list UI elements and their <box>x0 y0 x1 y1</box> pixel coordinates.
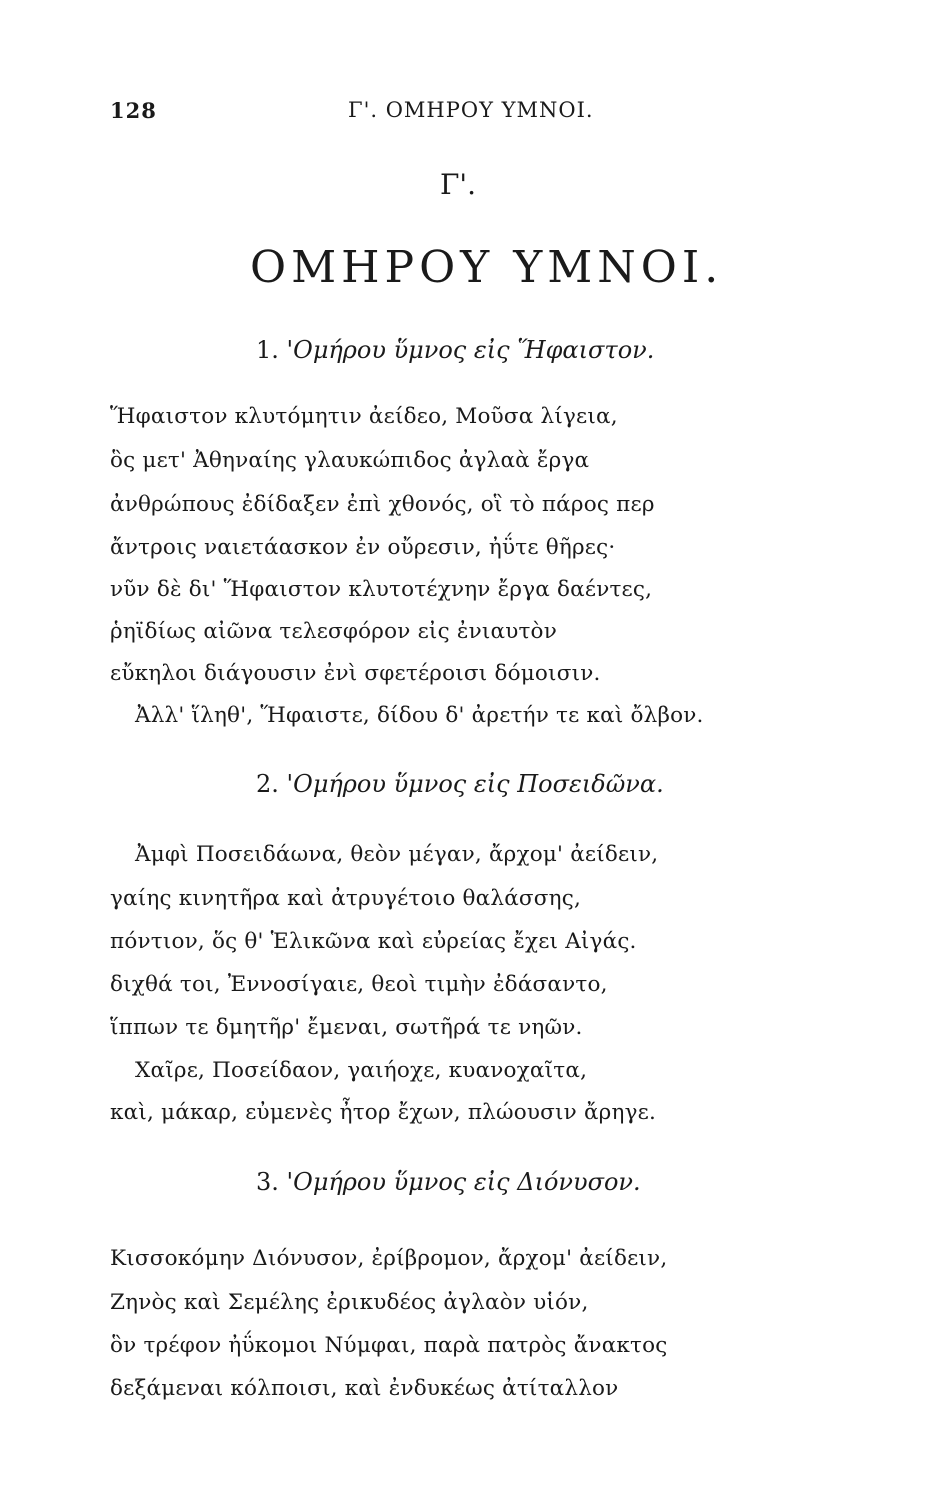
verse-line: διχθά τοι, Ἐννοσίγαιε, θεοὶ τιμὴν ἐδάσαντο, <box>110 972 608 997</box>
hymn-number: 3. <box>256 1168 279 1196</box>
verse-line: ὃν τρέφον ἠΰκομοι Νύμφαι, παρὰ πατρὸς ἄνακτος <box>110 1333 668 1358</box>
verse-line: πόντιον, ὅς θ' Ἑλικῶνα καὶ εὐρείας ἔχει Αἰγάς. <box>110 929 637 954</box>
hymn-number: 1. <box>256 336 279 364</box>
verse-line: ἀνθρώπους ἐδίδαξεν ἐπὶ χθονός, οἳ τὸ πάρος περ <box>110 492 655 517</box>
hymn-title: 'Ομήρου ὕμνος εἰς Διόνυσον. <box>286 1168 641 1196</box>
verse-line: εὔκηλοι διάγουσιν ἐνὶ σφετέροισι δόμοισιν. <box>110 661 601 686</box>
verse-line: Ἀλλ' ἵληθ', Ἥφαιστε, δίδου δ' ἀρετήν τε καὶ ὄλβον. <box>135 703 704 728</box>
hymn-3-heading <box>256 1168 641 1196</box>
verse-line: Κισσοκόμην Διόνυσον, ἐρίβρομον, ἄρχομ' ἀείδειν, <box>110 1246 668 1271</box>
main-title: ΟΜΗΡΟΥ ΥΜΝΟΙ. <box>250 242 724 293</box>
hymn-number: 2. <box>256 770 279 798</box>
section-numeral: Γ'. <box>439 168 477 201</box>
running-title: Γ'. ΟΜΗΡΟΥ ΥΜΝΟΙ. <box>348 98 594 122</box>
verse-line: Ἀμφὶ Ποσειδάωνα, θεὸν μέγαν, ἄρχομ' ἀείδειν, <box>135 842 659 867</box>
verse-line: ἵππων τε δμητῆρ' ἔμεναι, σωτῆρά τε νηῶν. <box>110 1015 583 1040</box>
verse-line: καὶ, μάκαρ, εὐμενὲς ἦτορ ἔχων, πλώουσιν ἄρηγε. <box>110 1100 657 1125</box>
verse-line: Ἥφαιστον κλυτόμητιν ἀείδεο, Μοῦσα λίγεια, <box>110 404 618 429</box>
verse-line: Ζηνὸς καὶ Σεμέλης ἐρικυδέος ἀγλαὸν υἱόν, <box>110 1290 589 1315</box>
page-number: 128 <box>110 98 157 123</box>
hymn-title: 'Ομήρου ὕμνος εἰς Ποσειδῶνα. <box>286 770 664 798</box>
hymn-2-heading <box>256 770 664 798</box>
verse-line: ἄντροις ναιετάασκον ἐν οὔρεσιν, ἠΰτε θῆρες· <box>110 535 616 560</box>
verse-line: Χαῖρε, Ποσείδαον, γαιήοχε, κυανοχαῖτα, <box>135 1058 588 1083</box>
hymn-1-heading <box>256 336 654 364</box>
verse-line: γαίης κινητῆρα καὶ ἀτρυγέτοιο θαλάσσης, <box>110 886 582 911</box>
running-head <box>110 98 670 138</box>
verse-line: ῥηϊδίως αἰῶνα τελεσφόρον εἰς ἐνιαυτὸν <box>110 619 557 644</box>
hymn-title: 'Ομήρου ὕμνος εἰς Ἥφαιστον. <box>286 336 655 364</box>
verse-line: νῦν δὲ δι' Ἥφαιστον κλυτοτέχνην ἔργα δαέντες, <box>110 577 653 602</box>
verse-line: ὃς μετ' Ἀθηναίης γλαυκώπιδος ἀγλαὰ ἔργα <box>110 448 590 473</box>
verse-line: δεξάμεναι κόλποισι, καὶ ἐνδυκέως ἀτίταλλον <box>110 1376 619 1401</box>
